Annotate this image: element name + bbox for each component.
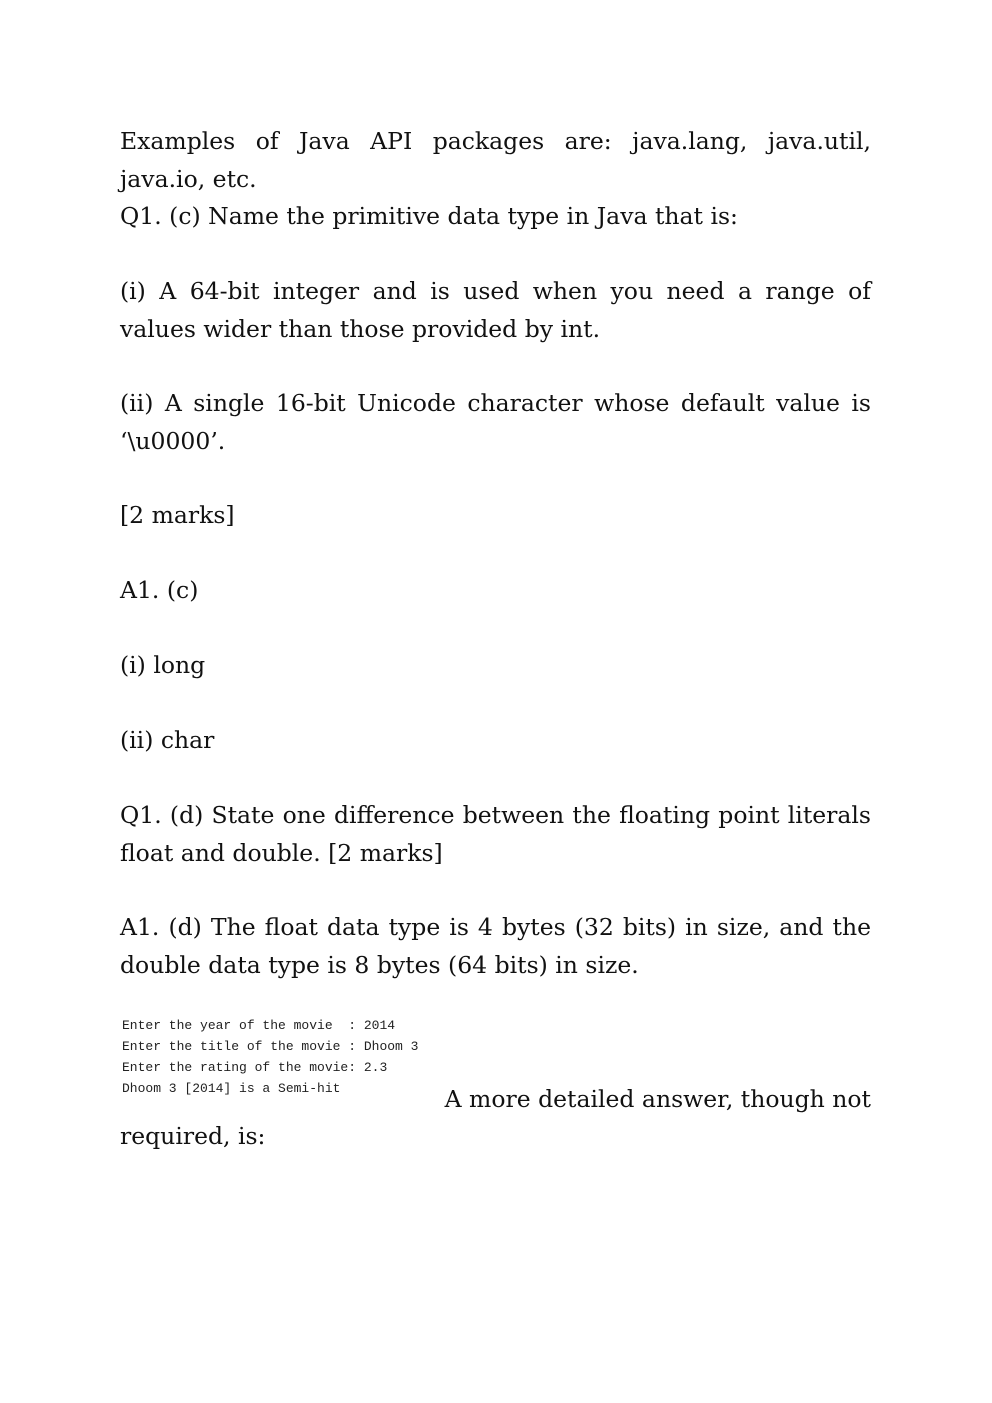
question-q1c-ii: (ii) A single 16-bit Unicode character whose default value is ‘\u0000’. <box>120 389 871 455</box>
question-q1d: Q1. (d) State one difference between the floating point literals float and double. [2 marks] <box>120 801 871 867</box>
answer-a1c-ii: (ii) char <box>120 726 215 754</box>
detailed-answer-intro-continued: required, is: <box>120 1122 266 1150</box>
answer-a1c-i: (i) long <box>120 651 206 679</box>
paragraph-api-packages: Examples of Java API packages are: java.lang, java.util, java.io, etc. <box>120 127 871 193</box>
console-line: Enter the rating of the movie: 2.3 <box>122 1060 388 1075</box>
console-line: Enter the year of the movie : 2014 <box>122 1018 396 1033</box>
answer-a1d: A1. (d) The float data type is 4 bytes (32 bits) in size, and the double data type is 8 bytes (64 bits) in size. <box>120 913 871 979</box>
console-line: Dhoom 3 [2014] is a Semi-hit <box>122 1081 341 1096</box>
question-q1c: Q1. (c) Name the primitive data type in Java that is: <box>120 202 738 230</box>
console-line: Enter the title of the movie : Dhoom 3 <box>122 1039 419 1054</box>
marks-label: [2 marks] <box>120 501 235 529</box>
detailed-answer-intro: A more detailed answer, though not <box>444 1085 871 1113</box>
question-q1c-i: (i) A 64-bit integer and is used when you need a range of values wider than those provided by int. <box>120 277 871 343</box>
answer-a1c: A1. (c) <box>120 576 199 604</box>
console-output-image <box>122 1015 418 1099</box>
